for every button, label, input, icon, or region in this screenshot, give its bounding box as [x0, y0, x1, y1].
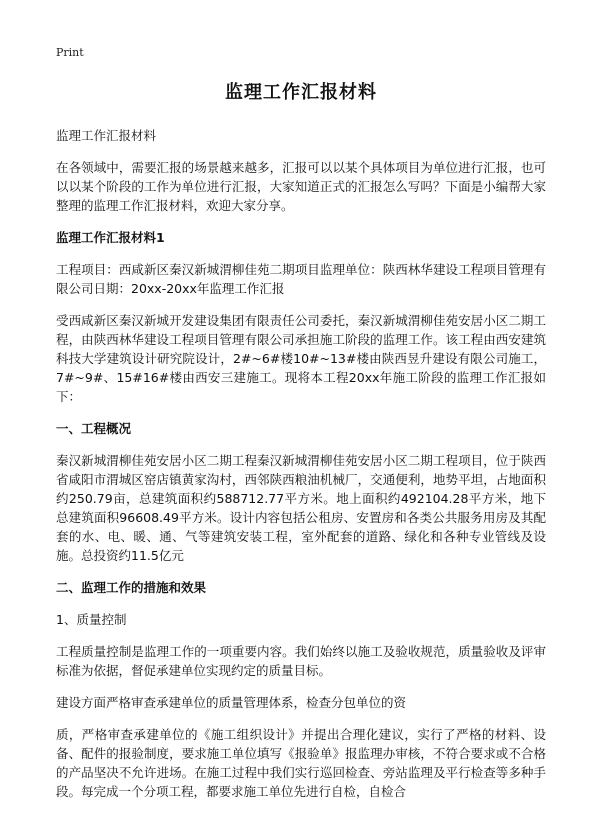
section-1-title: 监理工作汇报材料1: [56, 230, 165, 245]
document-subtitle: 监理工作汇报材料: [56, 128, 157, 143]
document-title: 监理工作汇报材料: [225, 82, 377, 103]
review-paragraph: 建设方面严格审查承建单位的质量管理体系，检查分包单位的资: [56, 695, 407, 710]
print-label[interactable]: Print: [56, 46, 84, 59]
qualification-paragraph: 质，严格审查承建单位的《施工组织设计》并提出合理化建议，实行了严格的材料、设备、配件的报验制度，要求施工单位填写《报验单》报监理办审核，不符合要求或不合格的产品坚决不允许进场。在施工过程中我们实行巡回检查、旁站监理及平行检查等多种手段。每完成一个分项工程，都要求施工单位先进行自检，自检合: [56, 727, 546, 799]
document-body: [56, 78, 546, 814]
project-info-paragraph: 工程项目：西咸新区秦汉新城渭柳佳苑二期项目监理单位：陕西林华建设工程项目管理有限公司日期：20xx-20xx年监理工作汇报: [56, 262, 546, 296]
heading-project-overview: 一、工程概况: [56, 421, 132, 436]
heading-measures-effects: 二、监理工作的措施和效果: [56, 580, 207, 595]
quality-paragraph: 工程质量控制是监理工作的一项重要内容。我们始终以施工及验收规范，质量验收及评审标准为依据，督促承建单位实现约定的质量目标。: [56, 644, 546, 678]
overview-paragraph: 秦汉新城渭柳佳苑安居小区二期工程秦汉新城渭柳佳苑安居小区二期工程项目，位于陕西省咸阳市渭城区窑店镇黄家沟村，西邻陕西粮油机械厂，交通便利，地势平坦，占地面积约250.79亩，总建筑面积约588712.77平方米。地上面积约492104.28平方米，地下总建筑面积96608.49平方米。设计内容包括公租房、安置房和各类公共服务用房及其配套的水、电、暖、通、气等建筑安装工程，室外配套的道路、绿化和各种专业管线及设施。总投资约11.5亿元: [56, 453, 546, 563]
intro-paragraph: 在各领域中，需要汇报的场景越来越多，汇报可以以某个具体项目为单位进行汇报，也可以以某个阶段的工作为单位进行汇报，大家知道正式的汇报怎么写吗？下面是小编帮大家整理的监理工作汇报材料，欢迎大家分享。: [56, 160, 546, 213]
subheading-quality-control: 1、质量控制: [56, 612, 127, 627]
commission-paragraph: 受西咸新区秦汉新城开发建设集团有限责任公司委托，秦汉新城渭柳佳苑安居小区二期工程，由陕西林华建设工程项目管理有限公司承担施工阶段的监理工作。该工程由西安建筑科技大学建筑设计研究院设计，2#~6#楼10#~13#楼由陕西昱升建设有限公司施工，7#~9#、15#16#楼由西安三建施工。现将本工程20xx年施工阶段的监理工作汇报如下：: [56, 313, 546, 404]
